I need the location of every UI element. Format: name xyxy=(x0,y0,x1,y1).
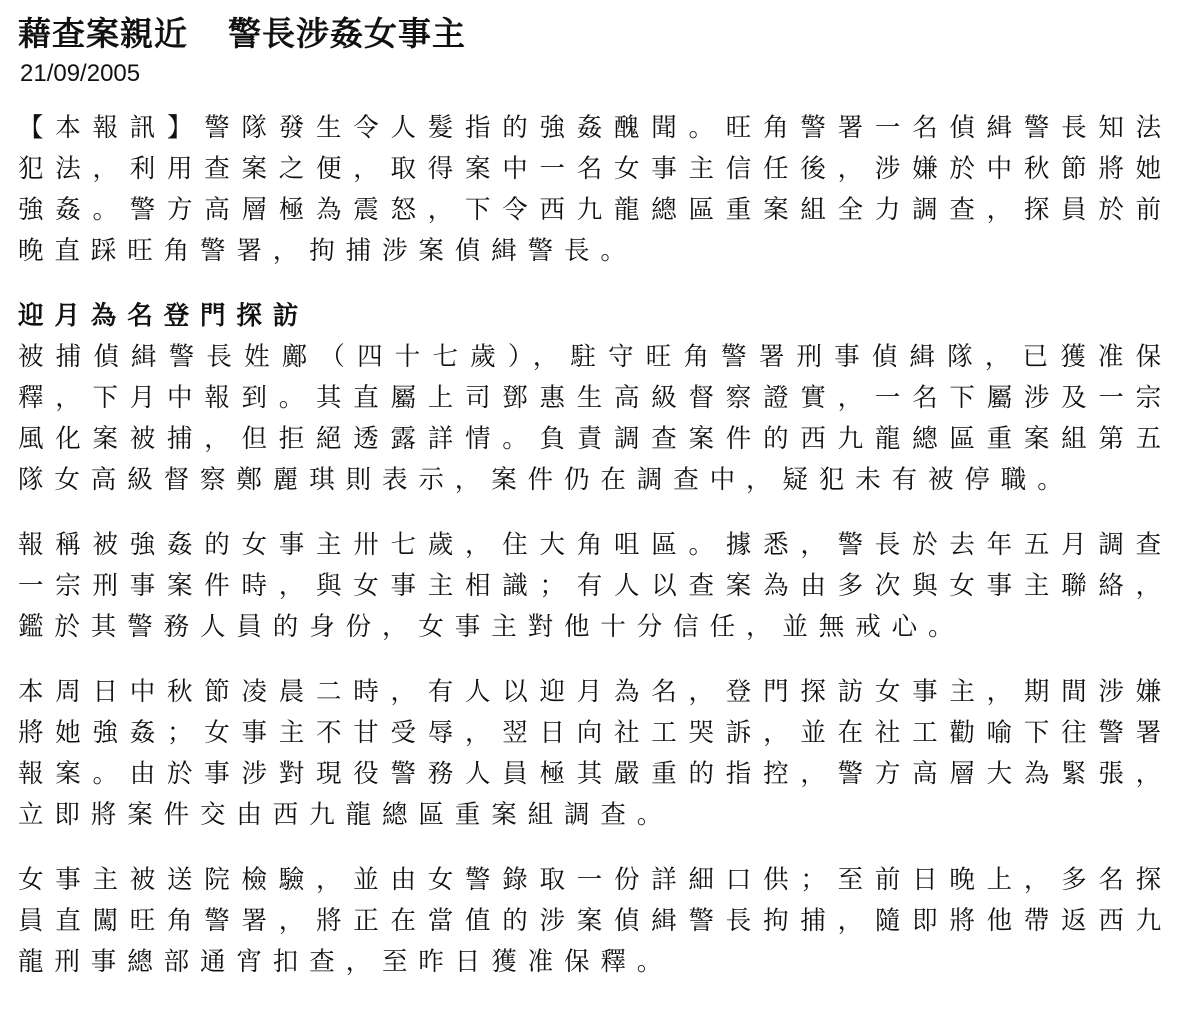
subheading: 迎月為名登門探訪 xyxy=(18,301,310,331)
paragraph-4: 本周日中秋節凌晨二時，有人以迎月為名，登門探訪女事主，期間涉嫌將她強姦；女事主不甘受辱，翌日向社工哭訴，並在社工勸喻下往警署報案。由於事涉對現役警務人員極其嚴重的指控，警方高層大為緊張，立即將案件交由西九龍總區重案組調查。 xyxy=(18,677,1172,830)
headline-part-1: 藉查案親近 xyxy=(18,14,188,53)
headline-part-2: 警長涉姦女事主 xyxy=(228,14,466,53)
publish-date: 21/09/2005 xyxy=(20,60,141,87)
paragraph-5: 女事主被送院檢驗，並由女警錄取一份詳細口供；至前日晚上，多名探員直闖旺角警署，將正在當值的涉案偵緝警長拘捕，隨即將他帶返西九龍刑事總部通宵扣查，至昨日獲准保釋。 xyxy=(18,865,1172,977)
paragraph-3: 報稱被強姦的女事主卅七歲，住大角咀區。據悉，警長於去年五月調查一宗刑事案件時，與女事主相識；有人以查案為由多次與女事主聯絡，鑑於其警務人員的身份，女事主對他十分信任，並無戒心。 xyxy=(18,530,1172,642)
headline xyxy=(18,12,1172,56)
article-body xyxy=(18,108,1172,983)
paragraph-1: 【本報訊】警隊發生令人髮指的強姦醜聞。旺角警署一名偵緝警長知法犯法，利用查案之便，取得案中一名女事主信任後，涉嫌於中秋節將她強姦。警方高層極為震怒，下令西九龍總區重案組全力調查，探員於前晚直踩旺角警署，拘捕涉案偵緝警長。 xyxy=(18,113,1172,266)
paragraph-2: 被捕偵緝警長姓鄺（四十七歲），駐守旺角警署刑事偵緝隊，已獲准保釋，下月中報到。其直屬上司鄧惠生高級督察證實，一名下屬涉及一宗風化案被捕，但拒絕透露詳情。負責調查案件的西九龍總區重案組第五隊女高級督察鄭麗琪則表示，案件仍在調查中，疑犯未有被停職。 xyxy=(18,342,1172,495)
